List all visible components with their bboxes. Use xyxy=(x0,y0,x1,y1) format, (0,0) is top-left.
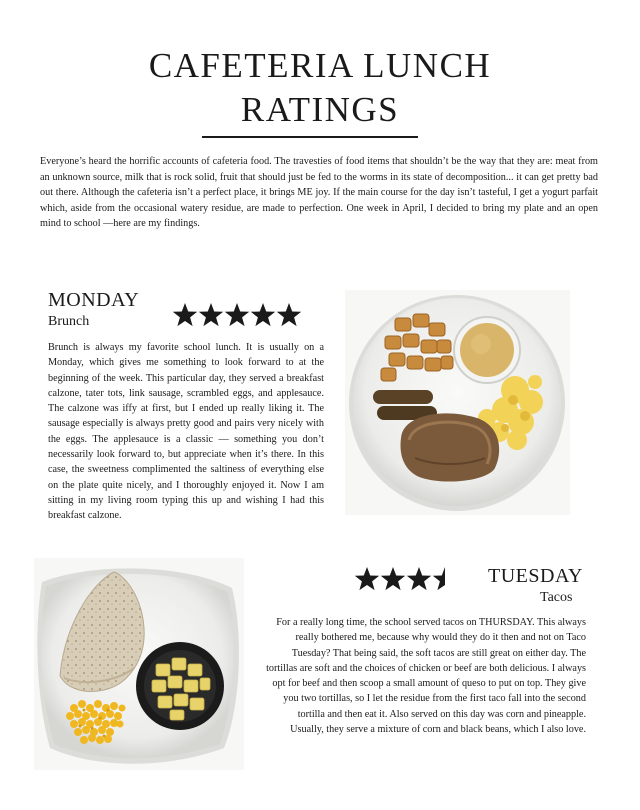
monday-heading: MONDAY xyxy=(48,289,140,311)
intro-paragraph: Everyone’s heard the horrific accounts of cafeteria food. The travesties of food items that shouldn’t be the way that they are: meat from an unknown source, milk that is rock solid, fruit that should just be fed to the worms in its state of decomposition... it can get pretty bad out there. Although the cafeteria isn’t a perfect place, it brings ME joy. If the main course for the day isn’t tasteful, I get a yogurt parfait which, aside from the occasional watery residue, are made to perfection. One week in April, I decided to bring my plate and an open mind to school —here are my findings. xyxy=(40,156,598,229)
title-line-2: RATINGS xyxy=(240,90,400,129)
star-icon xyxy=(277,303,301,326)
star-icon xyxy=(199,303,223,326)
tuesday-star-rating xyxy=(354,566,454,594)
star-icon xyxy=(355,567,379,590)
tuesday-heading: TUESDAY xyxy=(488,565,583,587)
tuesday-review-text: For a really long time, the school served tacos on THURSDAY. This always really bothered me, because why would they do it then and not on Taco Tuesday? That being said, the soft tacos are still great on either day. The tortillas are soft and the choices of chicken or beef are both delicious. I always opt for beef and then scoop a small amount of queso to put on top. They give you two tortillas, so I let the residue from the first taco fall into the second tortilla and then eat it. Also served on this day was corn and pineapple. Usually, they serve a mixture of corn and black beans, which I also love. xyxy=(266,617,586,736)
monday-star-rating xyxy=(172,302,302,330)
tuesday-meal: Tacos xyxy=(540,590,573,605)
star-icon xyxy=(173,303,197,326)
star-icon xyxy=(251,303,275,326)
page-title xyxy=(0,44,640,132)
star-icon xyxy=(381,567,405,590)
half-star-icon xyxy=(433,567,445,590)
tuesday-lunch-plate-photo xyxy=(34,558,244,770)
star-icon xyxy=(407,567,431,590)
monday-review-text: Brunch is always my favorite school lunch. It is usually on a Monday, which gives me something to look forward to at the beginning of the week. This particular day, they served a breakfast calzone, tater tots, link sausage, scrambled eggs, and applesauce. The calzone was iffy at first, but I ended up really liking it. The sausage especially is always pretty good and pairs very nicely with the eggs. The applesauce is a classic — something you don’t necessarily look forward to, but appreciate when it’s there. In this case, the sweetness complimented the saltiness of everything else on the plate quite nicely, and I thoroughly enjoyed it. Now I am sitting in my living room typing this up and wishing I had this breakfast calzone. xyxy=(48,342,324,522)
monday-meal: Brunch xyxy=(48,314,90,329)
title-divider xyxy=(202,136,418,138)
star-icon xyxy=(225,303,249,326)
monday-lunch-plate-photo xyxy=(345,290,570,515)
title-line-1: CAFETERIA LUNCH xyxy=(148,46,492,85)
